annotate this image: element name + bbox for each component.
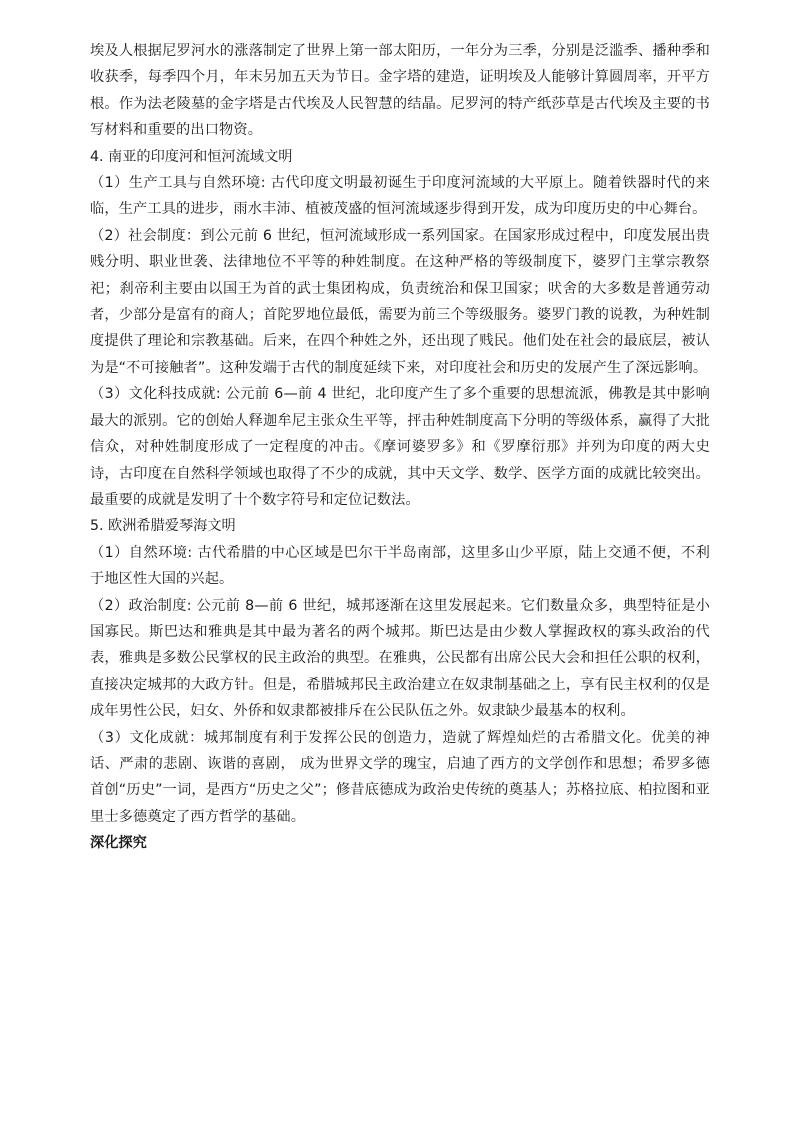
paragraph-greece-culture: （3）文化成就：城邦制度有利于发挥公民的创造力，造就了辉煌灿烂的古希腊文化。优美的神话、严肃的悲剧、诙谐的喜剧， 成为世界文学的瑰宝，启迪了西方的文学创作和思想；希罗多德首创“历史”一词，是西方“历史之父”；修昔底德成为政治史传统的奠基人；苏格拉底、柏拉图和亚里士多德奠定了西方哲学的基础。 (90, 729, 710, 825)
section-5-heading: 5. 欧洲希腊爱琴海文明 (90, 518, 236, 535)
paragraph-india-social-system: （2）社会制度：到公元前 6 世纪，恒河流域形成一系列国家。在国家形成过程中，印度发展出贵贱分明、职业世袭、法律地位不平等的种姓制度。在这种严格的等级制度下，婆罗门主掌宗教祭祀；刹帝利主要由以国王为首的武士集团构成，负责统治和保卫国家；吠舍的大多数是普通劳动者，少部分是富有的商人；首陀罗地位最低，需要为前三个等级服务。婆罗门教的说教，为种姓制度提供了理论和宗教基础。后来，在四个种姓之外，还出现了贱民。他们处在社会的最底层，被认为是“不可接触者”。这种发端于古代的制度延续下来，对印度社会和历史的发展产生了深远影响。 (90, 227, 710, 376)
deepen-inquiry-heading: 深化探究 (90, 835, 147, 852)
paragraph-greece-politics: （2）政治制度: 公元前 8—前 6 世纪，城邦逐渐在这里发展起来。它们数量众多，典型特征是小国寡民。斯巴达和雅典是其中最为著名的两个城邦。斯巴达是由少数人掌握政权的寡头政治的代表，雅典是多数公民掌权的民主政治的典型。在雅典，公民都有出席公民大会和担任公职的权利，直接决定城邦的大政方针。但是，希腊城邦民主政治建立在奴隶制基础之上，享有民主权利的仅是成年男性公民，妇女、外侨和奴隶都被排斥在公民队伍之外。奴隶缺少最基本的权利。 (90, 597, 710, 720)
paragraph-india-tools-environment: （1）生产工具与自然环境: 古代印度文明最初诞生于印度河流域的大平原上。随着铁器时代的来临，生产工具的进步，雨水丰沛、植被茂盛的恒河流域逐步得到开发，成为印度历史的中心舞台。 (90, 175, 710, 218)
paragraph-india-culture-science: （3）文化科技成就: 公元前 6—前 4 世纪，北印度产生了多个重要的思想流派，佛教是其中影响最大的派别。它的创始人释迦牟尼主张众生平等，抨击种姓制度高下分明的等级体系，赢得了大批信众，对种姓制度形成了一定程度的冲击。《摩诃婆罗多》和《罗摩衍那》并列为印度的两大史诗，古印度在自然科学领域也取得了不少的成就，其中天文学、数学、医学方面的成就比较突出。最重要的成就是发明了十个数字符号和定位记数法。 (90, 386, 710, 508)
section-4-heading: 4. 南亚的印度河和恒河流域文明 (90, 148, 293, 165)
document-page (90, 38, 710, 857)
paragraph-egypt-continuation: 埃及人根据尼罗河水的涨落制定了世界上第一部太阳历，一年分为三季，分别是泛滥季、播种季和收获季，每季四个月，年末另加五天为节日。金字塔的建造，证明埃及人能够计算圆周率，开平方根。作为法老陵墓的金字塔是古代埃及人民智慧的结晶。尼罗河的特产纸莎草是古代埃及主要的书写材料和重要的出口物资。 (90, 43, 710, 139)
paragraph-greece-environment: （1）自然环境: 古代希腊的中心区域是巴尔干半岛南部，这里多山少平原，陆上交通不便，不利于地区性大国的兴起。 (90, 544, 710, 588)
